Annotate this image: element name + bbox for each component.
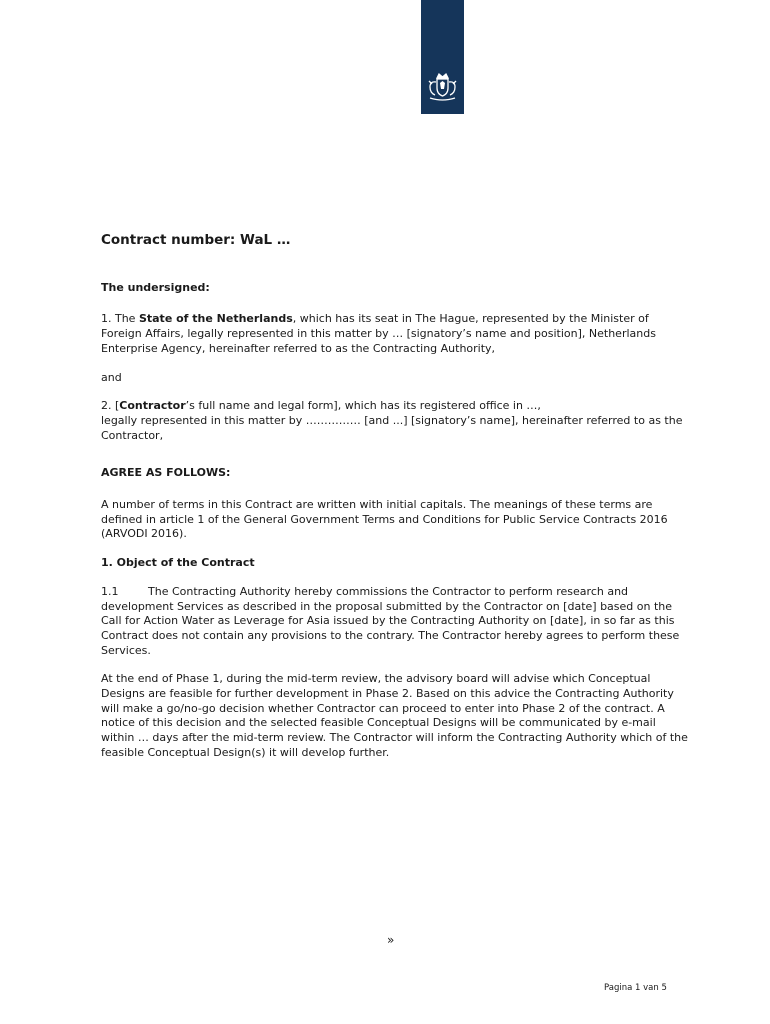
document-body (101, 233, 691, 775)
royal-coat-of-arms-icon (425, 70, 460, 104)
clause-1-1-number: 1.1 (101, 584, 119, 598)
phase-paragraph: At the end of Phase 1, during the mid-term review, the advisory board will advise which Conceptual Designs are feasible for further development in Phase 2. Based on this advice the Contracting Authority will make a go/no-go decision whether Contractor can proceed to enter into Phase 2 of the contract. A notice of this decision and the selected feasible Conceptual Designs will be communicated by e-mail within … days after the mid-term review. The Contractor will inform the Contracting Authority which of the feasible Conceptual Design(s) it will develop further. (101, 672, 688, 759)
contract-title: Contract number: WaL … (101, 232, 291, 248)
and-text: and (101, 370, 122, 384)
party-1-prefix: 1. The (101, 312, 139, 326)
undersigned-heading: The undersigned: (101, 280, 210, 294)
party-2-text: ’s full name and legal form], which has its registered office in …, legally represented in this matter by …………… [and ...] [signatory’s name], hereinafter referred to as the Contractor, (101, 399, 683, 442)
intro-paragraph: A number of terms in this Contract are written with initial capitals. The meanings of these terms are defined in article 1 of the General Government Terms and Conditions for Public Service Contracts 2016 (ARVODI 2016). (101, 498, 668, 541)
party-2-prefix: 2. [ (101, 399, 120, 413)
clause-1-1-text: The Contracting Authority hereby commissions the Contractor to perform research and development Services as described in the proposal submitted by the Contractor on [date] based on the Call for Action Water as Leverage for Asia issued by the Contracting Authority on [date], in so far as this Contract does not contain any provisions to the contrary. The Contractor hereby agrees to perform these Services. (101, 584, 680, 657)
section-1-heading: 1. Object of the Contract (101, 556, 255, 570)
agree-heading: AGREE AS FOLLOWS: (101, 466, 231, 480)
party-2-name: Contractor (119, 399, 186, 413)
party-2-paragraph (101, 399, 691, 443)
party-1-name: State of the Netherlands (138, 312, 293, 326)
clause-1-1 (101, 585, 691, 659)
logo-bar (421, 0, 464, 114)
party-1-text: , which has its seat in The Hague, represented by the Minister of Foreign Affairs, legally represented in this matter by … [signatory’s name and position], Netherlands Enterprise Agency, hereinafter referred to as the Contracting Authority, (101, 312, 656, 355)
next-page-marker: » (387, 933, 395, 947)
page-number: Pagina 1 van 5 (604, 983, 667, 993)
party-1-paragraph (101, 312, 691, 356)
